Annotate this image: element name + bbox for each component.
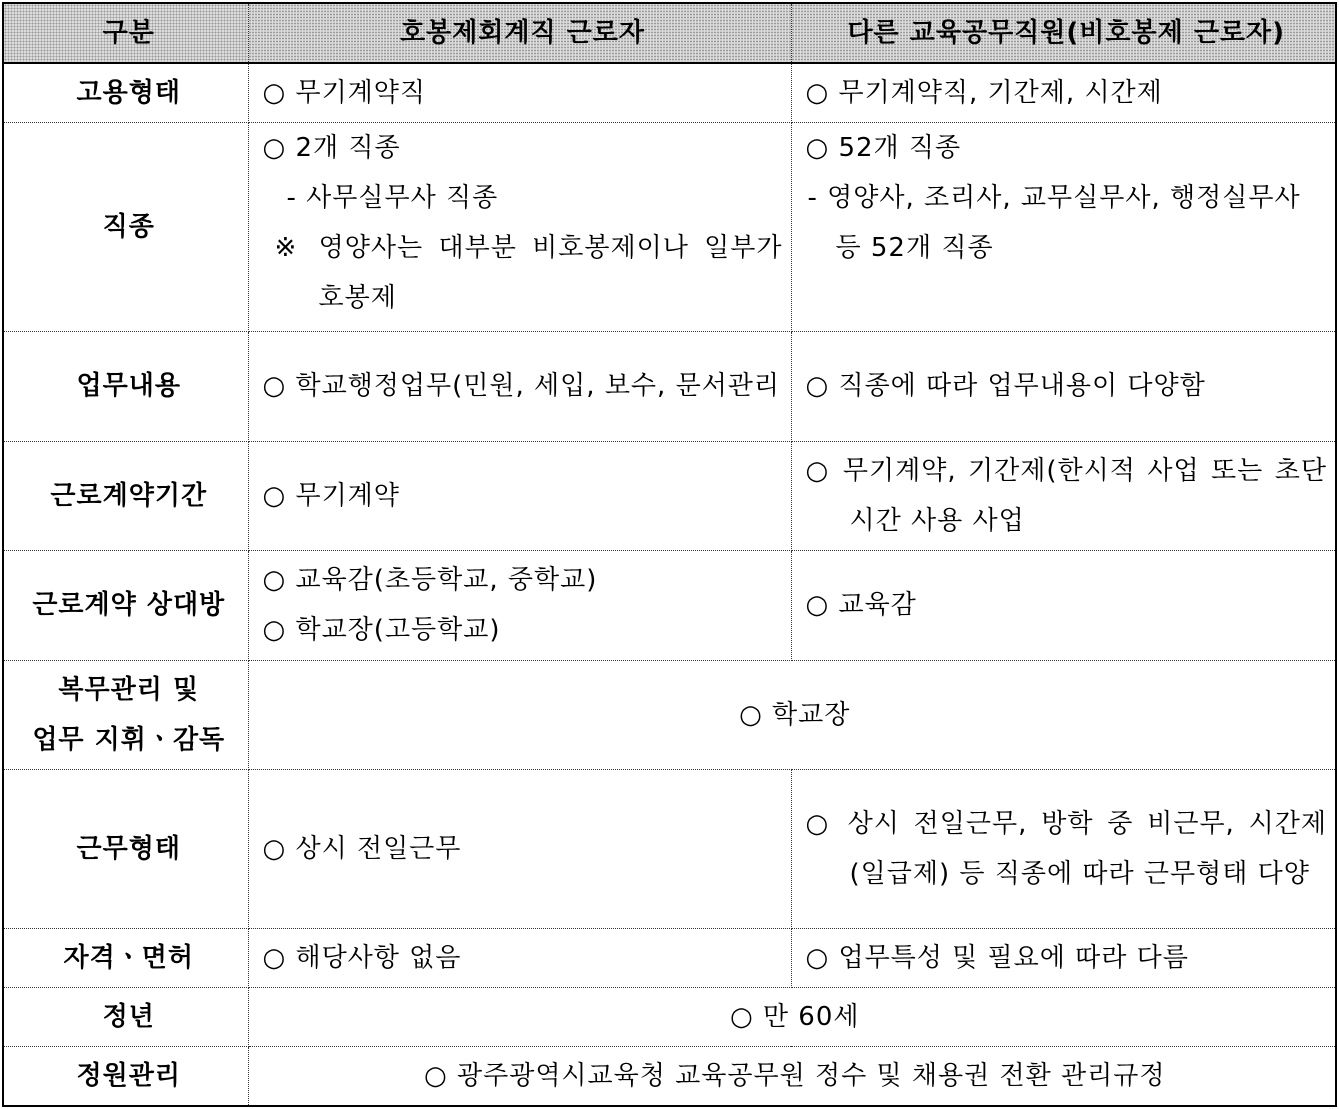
row-jobtype [3, 122, 1336, 331]
cell-merged: ○ 만 60세 [248, 987, 1336, 1046]
cell-left: ○ 무기계약직 [248, 63, 791, 122]
cell-left: ○ 상시 전일근무 [248, 769, 791, 928]
row-label: 정년 [3, 987, 248, 1046]
row-label: 근로계약기간 [3, 441, 248, 550]
row-retirement [3, 987, 1336, 1046]
cell-right: ○ 무기계약직, 기간제, 시간제 [791, 63, 1336, 122]
row-quota [3, 1046, 1336, 1106]
cell-left: ○ 학교행정업무(민원, 세입, 보수, 문서관리 [248, 331, 791, 441]
row-label: 복무관리 및 업무 지휘ㆍ감독 [3, 660, 248, 769]
cell-right: ○ 무기계약, 기간제(한시적 사업 또는 초단시간 사용 사업 [791, 441, 1336, 550]
row-license [3, 928, 1336, 987]
comparison-table [2, 2, 1337, 1107]
row-supervision [3, 660, 1336, 769]
cell-merged: ○ 학교장 [248, 660, 1336, 769]
header-row [3, 3, 1336, 63]
cell-right: ○ 직종에 따라 업무내용이 다양함 [791, 331, 1336, 441]
header-step-pay-workers: 호봉제회계직 근로자 [248, 3, 791, 63]
row-contract-period [3, 441, 1336, 550]
row-contract-party [3, 550, 1336, 660]
cell-right: ○ 52개 직종 - 영양사, 조리사, 교무실무사, 행정실무사 등 52개 직종 [791, 122, 1336, 331]
row-label: 근로계약 상대방 [3, 550, 248, 660]
row-label: 정원관리 [3, 1046, 248, 1106]
cell-right: ○ 업무특성 및 필요에 따라 다름 [791, 928, 1336, 987]
cell-left: ○ 무기계약 [248, 441, 791, 550]
header-other-workers: 다른 교육공무직원(비호봉제 근로자) [791, 3, 1336, 63]
row-employment [3, 63, 1336, 122]
row-work-form [3, 769, 1336, 928]
header-category: 구분 [3, 3, 248, 63]
cell-left: ○ 2개 직종 - 사무실무사 직종 ※ 영양사는 대부분 비호봉제이나 일부가 호봉제 [248, 122, 791, 331]
cell-merged: ○ 광주광역시교육청 교육공무원 정수 및 채용권 전환 관리규정 [248, 1046, 1336, 1106]
row-label: 고용형태 [3, 63, 248, 122]
row-label: 자격ㆍ면허 [3, 928, 248, 987]
cell-left: ○ 해당사항 없음 [248, 928, 791, 987]
cell-right: ○ 상시 전일근무, 방학 중 비근무, 시간제(일급제) 등 직종에 따라 근무형태 다양 [791, 769, 1336, 928]
row-label: 업무내용 [3, 331, 248, 441]
row-label: 직종 [3, 122, 248, 331]
row-label: 근무형태 [3, 769, 248, 928]
cell-right: ○ 교육감 [791, 550, 1336, 660]
cell-left: ○ 교육감(초등학교, 중학교) ○ 학교장(고등학교) [248, 550, 791, 660]
row-duties [3, 331, 1336, 441]
